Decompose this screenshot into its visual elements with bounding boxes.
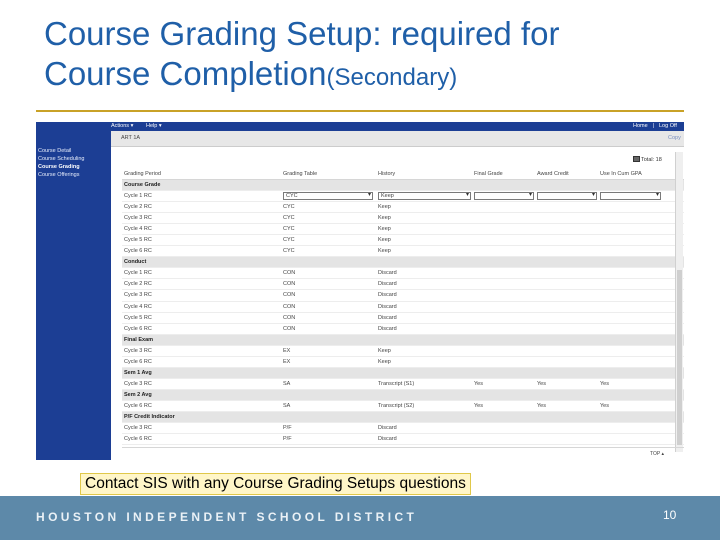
table-cell: Transcript (S2) — [378, 402, 415, 409]
grading-select[interactable] — [283, 192, 373, 200]
table-cell: Keep — [378, 347, 391, 354]
table-row — [122, 279, 684, 290]
table-cell: Keep — [378, 358, 391, 365]
group-header-row — [122, 368, 684, 379]
column-header[interactable]: Final Grade — [474, 171, 503, 177]
table-cell: Cycle 4 RC — [124, 226, 152, 233]
topbar-separator: | — [653, 123, 655, 129]
table-cell: Cycle 2 RC — [124, 204, 152, 211]
table-row — [122, 302, 684, 313]
table-row — [122, 313, 684, 324]
table-cell: SA — [283, 402, 291, 409]
table-cell: Cycle 6 RC — [124, 358, 152, 365]
table-cell: Cycle 3 RC — [124, 425, 152, 432]
footer-bar — [0, 496, 720, 540]
table-cell: CON — [283, 325, 296, 332]
group-label: Sem 2 Avg — [124, 391, 152, 398]
grading-select[interactable] — [378, 192, 471, 200]
contact-callout: Contact SIS with any Course Grading Setups questions — [80, 473, 471, 495]
table-cell: Yes — [600, 380, 609, 387]
table-cell: CON — [283, 270, 296, 277]
table-cell: Discard — [378, 436, 397, 443]
table-row — [122, 213, 684, 224]
side-navigation — [36, 131, 111, 460]
group-header-row — [122, 412, 684, 423]
table-cell: P/F — [283, 436, 292, 443]
group-header-row — [122, 335, 684, 346]
group-label: P/F Credit Indicator — [124, 413, 175, 420]
title-line-2-main: Course Completion — [44, 55, 327, 92]
home-link[interactable]: Home — [633, 123, 648, 129]
table-cell: CON — [283, 281, 296, 288]
column-header[interactable]: Grading Table — [283, 171, 318, 177]
title-line-2 — [44, 54, 704, 98]
table-row — [122, 324, 684, 335]
table-cell: Keep — [378, 226, 391, 233]
group-label: Course Grade — [124, 182, 161, 188]
grading-table — [122, 180, 684, 445]
table-row — [122, 434, 684, 445]
table-cell: CYC — [283, 237, 295, 244]
table-header — [122, 168, 684, 180]
district-name: HOUSTON INDEPENDENT SCHOOL DISTRICT — [36, 510, 418, 524]
table-cell: CYC — [283, 226, 295, 233]
table-footer — [122, 447, 684, 460]
table-cell: Cycle 3 RC — [124, 380, 152, 387]
app-topbar — [36, 122, 684, 131]
table-cell: P/F — [283, 425, 292, 432]
table-cell: Cycle 6 RC — [124, 325, 152, 332]
table-cell: Discard — [378, 314, 397, 321]
slide-title — [44, 14, 704, 98]
table-cell: Cycle 4 RC — [124, 303, 152, 310]
table-row — [122, 401, 684, 412]
table-row — [122, 357, 684, 368]
table-row — [122, 235, 684, 246]
table-cell: Yes — [600, 402, 609, 409]
table-cell: Transcript (S1) — [378, 380, 415, 387]
table-cell: Cycle 3 RC — [124, 347, 152, 354]
table-cell: CON — [283, 292, 296, 299]
column-header[interactable]: Grading Period — [124, 171, 161, 177]
sidebar-item-course-grading[interactable]: Course Grading — [38, 164, 80, 170]
course-name: ART 1A — [121, 135, 141, 141]
table-cell: Discard — [378, 303, 397, 310]
table-row — [122, 346, 684, 357]
table-cell: SA — [283, 380, 291, 387]
table-cell: Cycle 1 RC — [124, 270, 152, 277]
table-cell: Keep — [378, 237, 391, 244]
table-row — [122, 246, 684, 257]
top-link[interactable]: TOP ▴ — [650, 451, 664, 457]
table-cell: Discard — [378, 281, 397, 288]
column-header[interactable]: Award Credit — [537, 171, 569, 177]
actions-menu[interactable]: Actions ▾ — [111, 123, 134, 129]
table-cell: Cycle 1 RC — [124, 193, 152, 200]
title-suffix: (Secondary) — [326, 64, 458, 91]
table-cell: CYC — [283, 215, 295, 222]
total-count: Total: 18 — [641, 157, 662, 163]
help-menu[interactable]: Help ▾ — [146, 123, 162, 129]
table-cell: Keep — [378, 204, 391, 211]
app-screenshot — [36, 122, 684, 460]
table-cell: EX — [283, 358, 291, 365]
table-cell: Yes — [537, 402, 546, 409]
table-cell: Yes — [537, 380, 546, 387]
print-icon[interactable] — [633, 156, 640, 162]
title-line-1: Course Grading Setup: required for — [44, 15, 560, 52]
table-row — [122, 379, 684, 390]
table-cell: CYC — [283, 248, 295, 255]
table-cell: Cycle 2 RC — [124, 281, 152, 288]
page-number: 10 — [663, 508, 677, 522]
table-cell: Cycle 6 RC — [124, 402, 152, 409]
table-cell: Discard — [378, 270, 397, 277]
grading-select[interactable] — [474, 192, 534, 200]
sidebar-item-course-scheduling[interactable]: Course Scheduling — [38, 156, 85, 162]
column-header[interactable]: Use In Cum GPA — [600, 171, 642, 177]
table-row — [122, 191, 684, 202]
table-cell: Cycle 5 RC — [124, 237, 152, 244]
table-cell: Keep — [378, 215, 391, 222]
course-header — [111, 131, 684, 147]
table-row — [122, 423, 684, 434]
group-label: Conduct — [124, 259, 147, 266]
group-label: Final Exam — [124, 336, 154, 343]
table-cell: Cycle 3 RC — [124, 215, 152, 222]
table-cell: Discard — [378, 425, 397, 432]
group-header-row — [122, 180, 684, 191]
table-cell: CON — [283, 314, 296, 321]
table-cell: CYC — [283, 204, 295, 211]
table-cell: Discard — [378, 325, 397, 332]
scrollbar-thumb[interactable] — [677, 270, 682, 445]
table-cell: Cycle 6 RC — [124, 436, 152, 443]
table-cell: Discard — [378, 292, 397, 299]
title-divider — [36, 110, 684, 112]
vertical-scrollbar[interactable] — [675, 152, 683, 452]
select-value: CYC — [286, 193, 298, 200]
table-row — [122, 268, 684, 279]
group-header-row — [122, 257, 684, 268]
table-cell: Yes — [474, 402, 483, 409]
group-header-row — [122, 390, 684, 401]
sidebar-item-course-offerings[interactable]: Course Offerings — [38, 172, 80, 178]
table-row — [122, 202, 684, 213]
group-label: Sem 1 Avg — [124, 369, 152, 376]
table-cell: Keep — [378, 248, 391, 255]
grading-select[interactable] — [537, 192, 597, 200]
copy-link[interactable]: Copy — [668, 135, 681, 141]
table-cell: Yes — [474, 380, 483, 387]
grading-select[interactable] — [600, 192, 661, 200]
logoff-link[interactable]: Log Off — [659, 123, 677, 129]
table-cell: Cycle 5 RC — [124, 314, 152, 321]
select-value: Keep — [381, 193, 394, 200]
column-header[interactable]: History — [378, 171, 396, 177]
sidebar-item-course-detail[interactable]: Course Detail — [38, 148, 72, 154]
table-cell: EX — [283, 347, 291, 354]
table-row — [122, 290, 684, 301]
table-cell: Cycle 6 RC — [124, 248, 152, 255]
table-cell: CON — [283, 303, 296, 310]
table-cell: Cycle 3 RC — [124, 292, 152, 299]
table-row — [122, 224, 684, 235]
